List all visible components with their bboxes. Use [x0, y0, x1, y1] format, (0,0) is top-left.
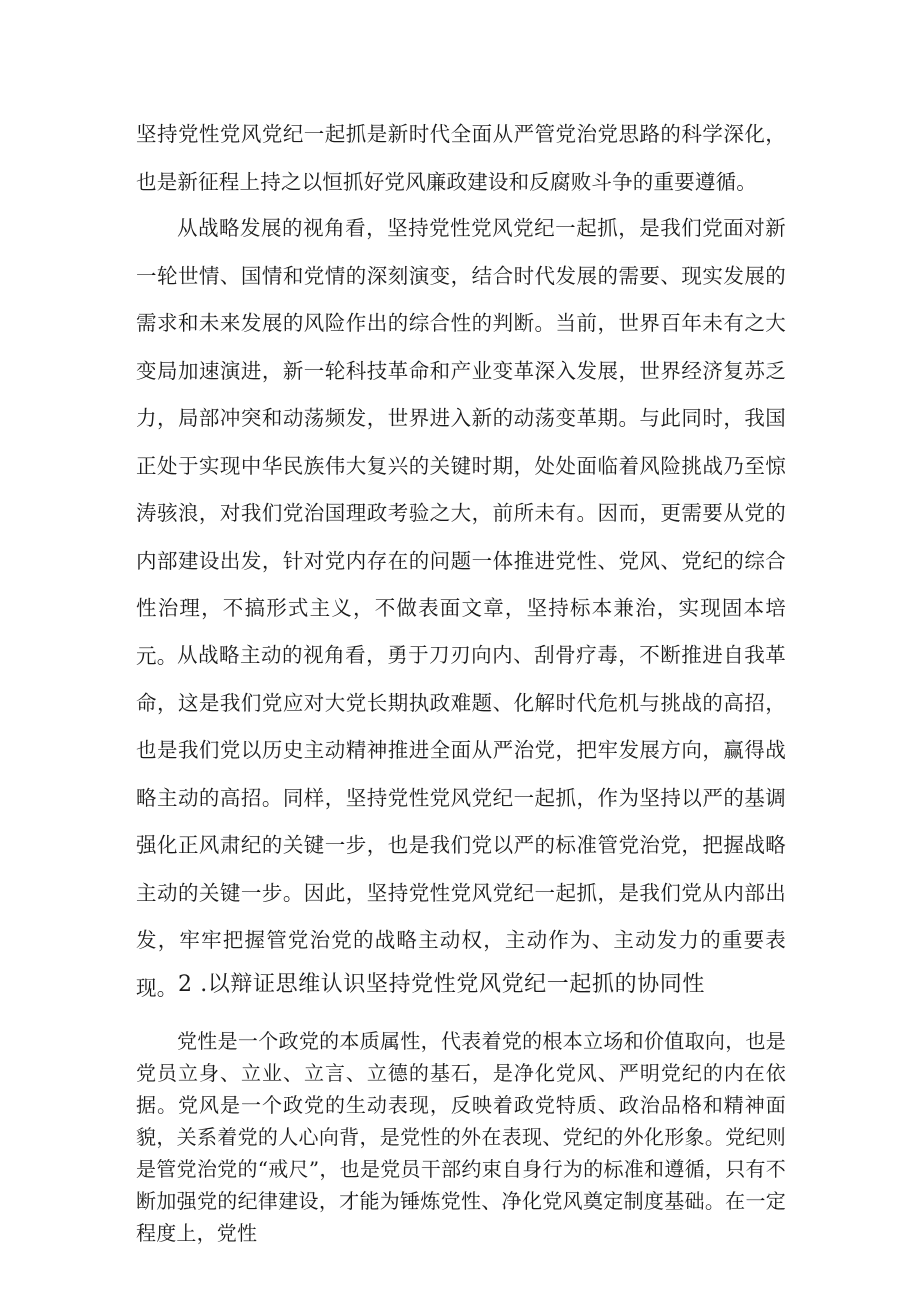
- paragraph-strategic-development: 从战略发展的视角看，坚持党性党风党纪一起抓，是我们党面对新一轮世情、国情和党情的深刻演变，结合时代发展的需要、现实发展的需求和未来发展的风险作出的综合性的判断。当前，世界百年未有之大变局加速演进，新一轮科技革命和产业变革深入发展，世界经济复苏乏力，局部冲突和动荡频发，世界进入新的动荡变革期。与此同时，我国正处于实现中华民族伟大复兴的关键时期，处处面临着风险挑战乃至惊涛骇浪，对我们党治国理政考验之大，前所未有。因而，更需要从党的内部建设出发，针对党内存在的问题一体推进党性、党风、党纪的综合性治理，不搞形式主义，不做表面文章，坚持标本兼治，实现固本培元。: [136, 216, 786, 668]
- section-heading: 2 .以辩证思维认识坚持党性党风党纪一起抓的协同性: [178, 972, 705, 997]
- paragraph-intro: 坚持党性党风党纪一起抓是新时代全面从严管党治党思路的科学深化，也是新征程上持之以恒抓好党风廉政建设和反腐败斗争的重要遵循。: [136, 122, 786, 194]
- paragraph-strategic-initiative: 从战略主动的视角看，勇于刀刃向内、刮骨疗毒，不断推进自我革命，这是我们党应对大党长期执政难题、化解时代危机与挑战的高招，也是我们党以历史主动精神推进全面从严治党，把牢发展方向，赢得战略主动的高招。同样，坚持党性党风党纪一起抓，作为坚持以严的基调强化正风肃纪的关键一步，也是我们党以严的标准管党治党，把握战略主动的关键一步。因此，坚持党性党风党纪一起抓，是我们党从内部出发，牢牢把握管党治党的战略主动权，主动作为、主动发力的重要表现。: [136, 643, 786, 1000]
- paragraph-synergy: 党性是一个政党的本质属性，代表着党的根本立场和价值取向，也是党员立身、立业、立言、立德的基石，是净化党风、严明党纪的内在依据。党风是一个政党的生动表现，反映着政党特质、政治品格和精神面貌，关系着党的人心向背，是党性的外在表现、党纪的外化形象。党纪则是管党治党的“戒尺”，也是党员干部约束自身行为的标准和遵循，只有不断加强党的纪律建设，才能为锤炼党性、净化党风奠定制度基础。在一定程度上，党性: [136, 1029, 786, 1245]
